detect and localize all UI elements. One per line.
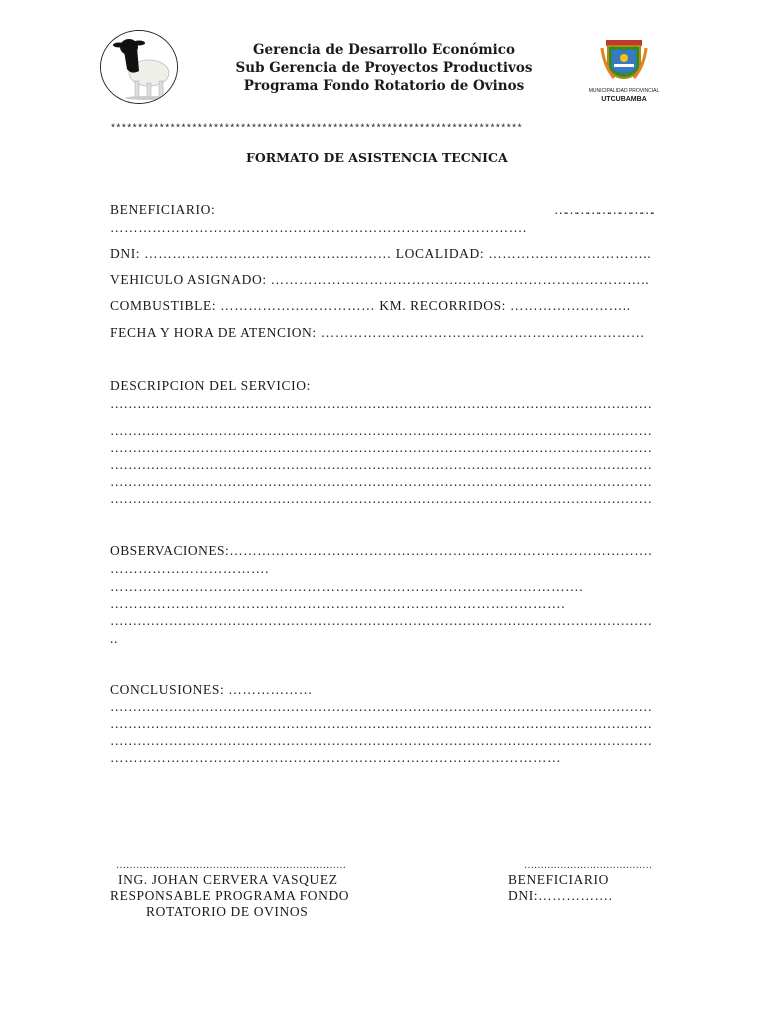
left-signer-name: ING. JOHAN CERVERA VASQUEZ [118, 872, 338, 887]
dni-localidad-line: DNI: ………………….……………….………… LOCALIDAD: …………………………….. [110, 246, 652, 261]
sheep-icon [101, 31, 177, 103]
municipal-crest-logo [588, 36, 660, 106]
beneficiario-dots-right: ………………………. [554, 202, 652, 217]
vehiculo-line: VEHICULO ASIGNADO: ………………………………….………………………………….. [110, 272, 650, 287]
left-signer-role-1: RESPONSABLE PROGRAMA FONDO [110, 888, 350, 903]
observaciones-line: ……………………………………………………………………………………. [110, 596, 566, 611]
observaciones-label: OBSERVACIONES:………………………………………………………………………………. [110, 543, 653, 558]
conclusiones-line: ………………………………………………………………………………………………………… [110, 699, 652, 714]
conclusiones-line: ………………………………………………………………………………………………………… [110, 716, 652, 731]
observaciones-line: ……………………………. [110, 561, 270, 576]
beneficiario-dots-line: …………………………………………………………….………………. [110, 220, 527, 235]
descripcion-line: ………………………………………………………………………………………………………… [110, 474, 652, 489]
crest-icon [592, 36, 656, 90]
header-line-2: Sub Gerencia de Proyectos Productivos [235, 60, 533, 76]
right-signer-name: BENEFICIARIO [508, 872, 609, 887]
descripcion-line: ………………………………………………………………………………………………………… [110, 396, 652, 411]
descripcion-line: ………………………………………………………………………………………………………… [110, 457, 652, 472]
conclusiones-line: ………………………………………………………………………………………………………… [110, 733, 652, 748]
descripcion-label: DESCRIPCION DEL SERVICIO: [110, 378, 311, 393]
right-signer-dni: DNI:……………. [508, 888, 613, 903]
header-line-3: Programa Fondo Rotatorio de Ovinos [243, 78, 525, 94]
fecha-line: FECHA Y HORA DE ATENCION: …………………………………………………………… [110, 325, 646, 340]
star-separator: **************************************************************************** [110, 124, 522, 135]
observaciones-line: ………………………………………………………………………………………………………… [110, 613, 652, 628]
descripcion-line: ………………………………………………………………………………………………………… [110, 423, 652, 438]
right-signature-line: ………………………………… [524, 860, 653, 871]
conclusiones-line: …………………………………………………………………………………… [110, 750, 562, 765]
crest-caption-1: MUNICIPALIDAD PROVINCIAL [588, 88, 660, 94]
header-line-1: Gerencia de Desarrollo Económico [253, 42, 515, 58]
combustible-line: COMBUSTIBLE: …………………………… KM. RECORRIDOS: …………………….. [110, 298, 631, 313]
form-title: FORMATO DE ASISTENCIA TECNICA [246, 150, 508, 165]
conclusiones-label: CONCLUSIONES: ……………… [110, 682, 313, 697]
beneficiario-label: BENEFICIARIO: [110, 202, 216, 217]
crest-caption-2: UTCUBAMBA [601, 96, 647, 103]
left-signature-line: …………………………………………………………… [116, 860, 346, 871]
descripcion-line: ………………………………………………………………………………………………………… [110, 440, 652, 455]
descripcion-line: ………………………………………………………………………………………………………… [110, 491, 652, 506]
observaciones-line: …………………………………………………………………………….…………. [110, 579, 584, 594]
left-signer-role-2: ROTATORIO DE OVINOS [146, 904, 309, 919]
observaciones-line: .. [110, 631, 118, 646]
sheep-logo [100, 30, 178, 104]
